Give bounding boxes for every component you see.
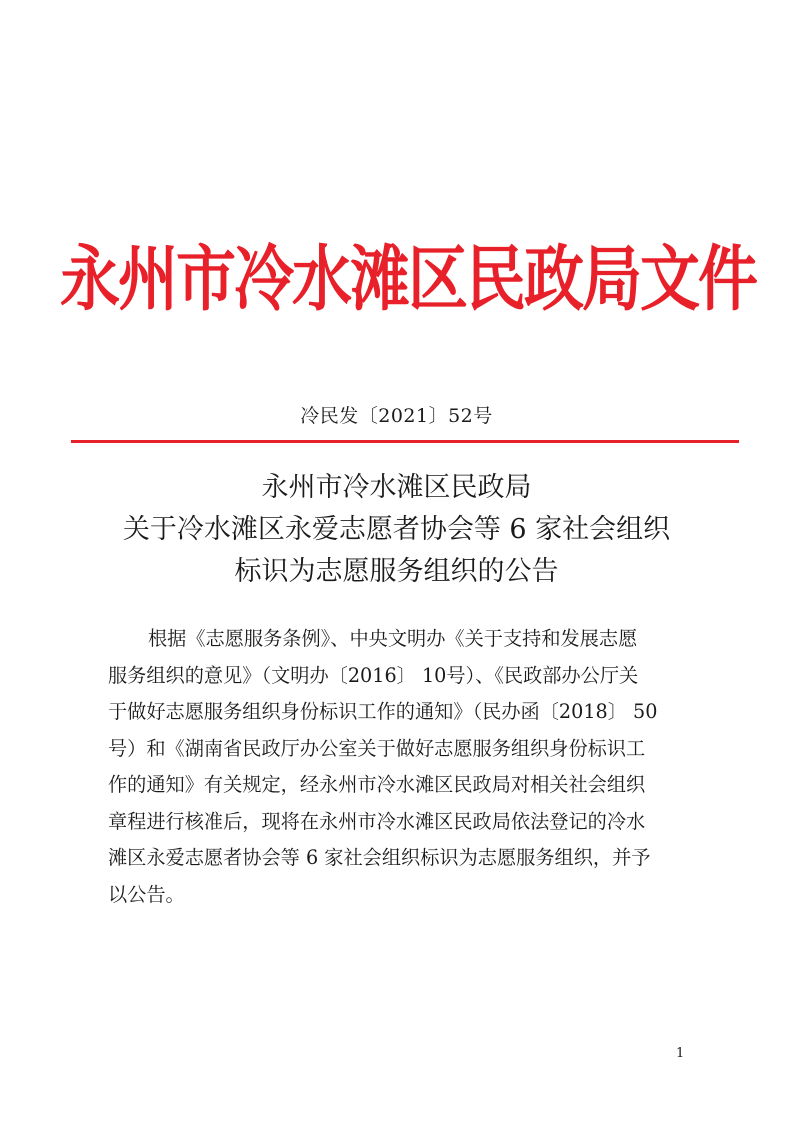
- body-line-7: 滩区永爱志愿者协会等 6 家社会组织标识为志愿服务组织，并予: [108, 846, 651, 869]
- red-divider-rule: [71, 440, 739, 443]
- title-line-1: 永州市冷水滩区民政局: [261, 472, 532, 503]
- document-masthead: 永州市冷水滩区民政局文件: [60, 238, 756, 322]
- document-number: 冷民发〔2021〕52号: [300, 405, 493, 427]
- title-line-3: 标识为志愿服务组织的公告: [234, 556, 559, 587]
- body-line-4: 号）和《湖南省民政厅办公室关于做好志愿服务组织身份标识工: [108, 737, 646, 760]
- body-line-5: 作的通知》有关规定，经永州市冷水滩区民政局对相关社会组织: [108, 773, 646, 796]
- body-line-3: 于做好志愿服务组织身份标识工作的通知》（民办函〔2018〕 50: [108, 700, 658, 723]
- body-line-2: 服务组织的意见》（文明办〔2016〕 10号）、《民政部办公厅关: [108, 664, 639, 687]
- page-number: 1: [676, 1046, 685, 1061]
- title-line-2: 关于冷水滩区永爱志愿者协会等 6 家社会组织: [122, 514, 671, 545]
- body-line-1: 根据《志愿服务条例》、中央文明办《关于支持和发展志愿: [148, 627, 638, 650]
- body-line-6: 章程进行核准后，现将在永州市冷水滩区民政局依法登记的冷水: [108, 810, 646, 833]
- body-line-8: 以公告。: [108, 883, 185, 906]
